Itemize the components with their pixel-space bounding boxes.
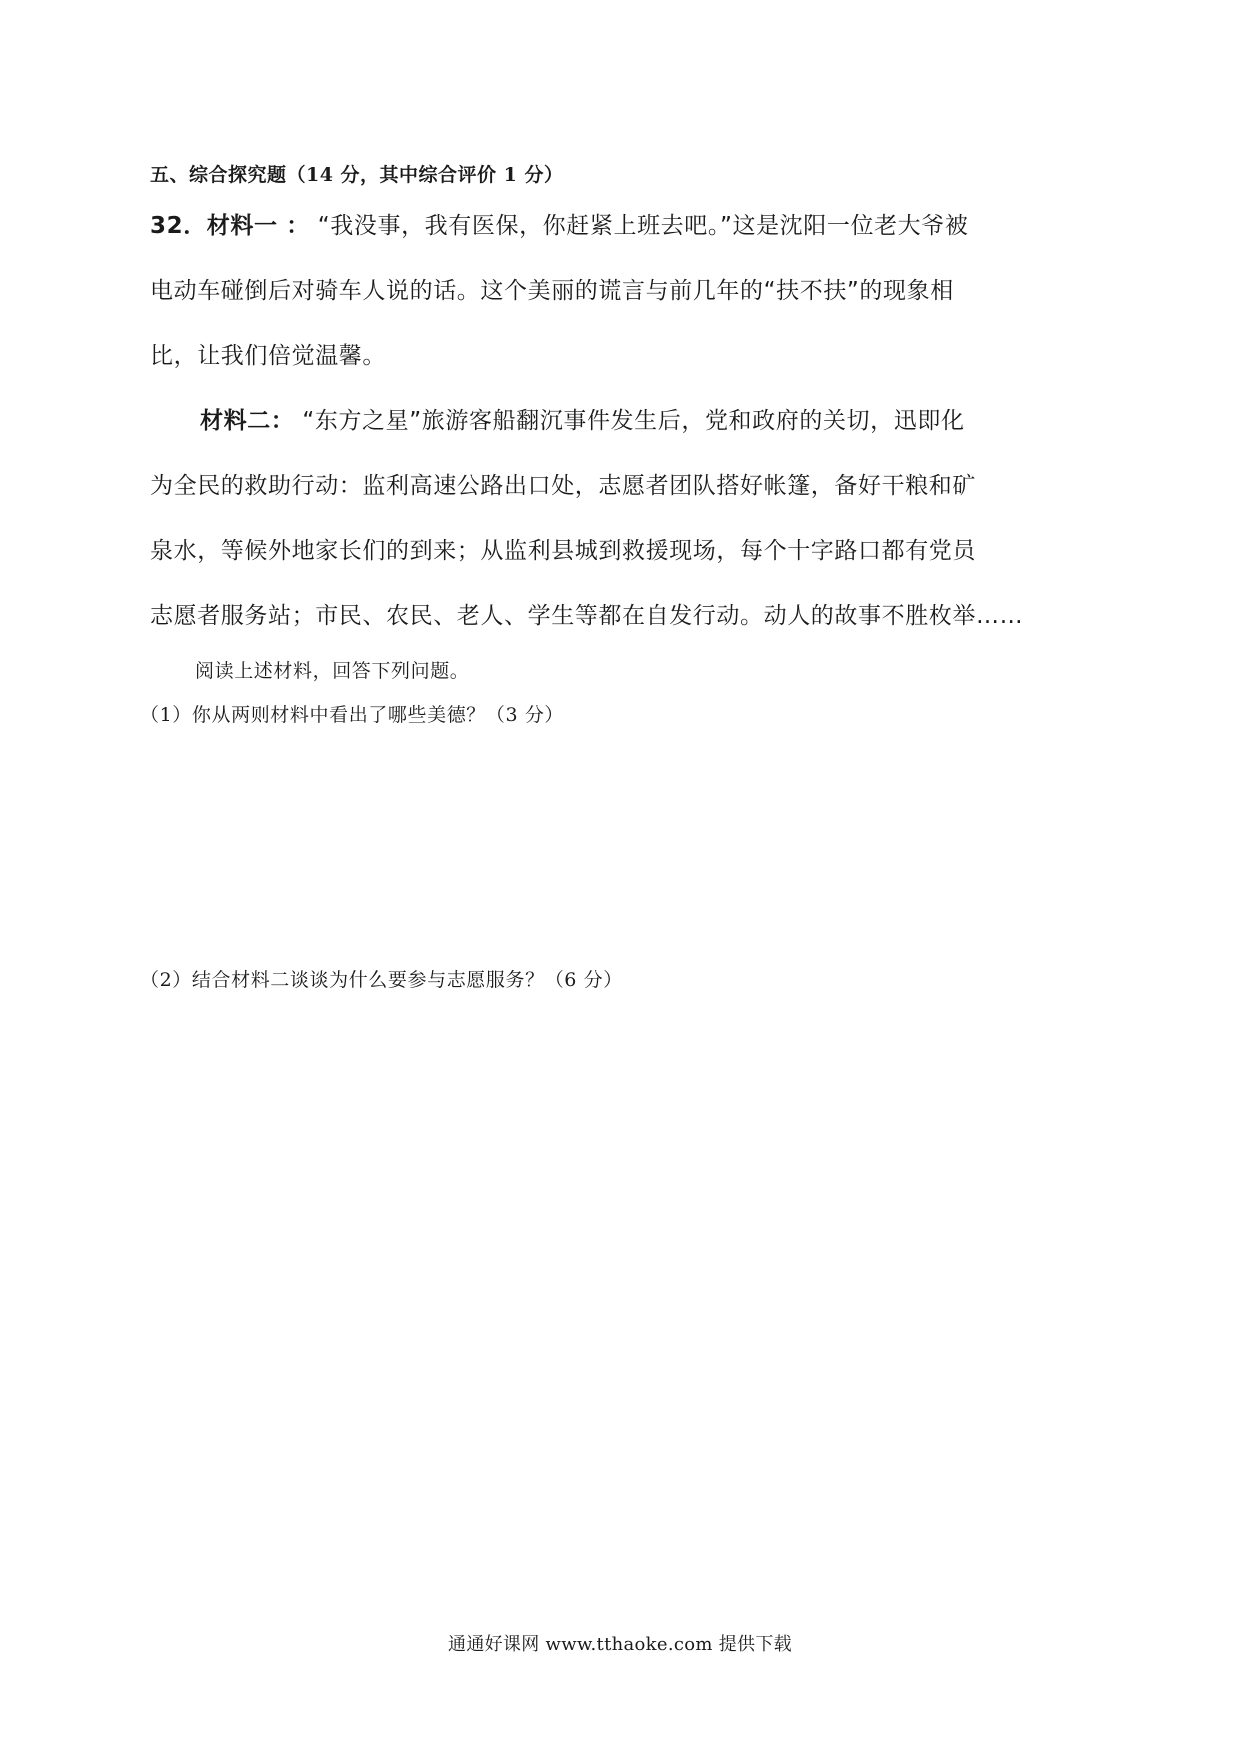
material2-label: 材料二： — [200, 408, 295, 434]
material1-line-3: 比，让我们倍觉温馨。 — [150, 343, 386, 369]
material2-line-1 — [200, 402, 965, 435]
material2-line-4: 志愿者服务站；市民、农民、老人、学生等都在自发行动。动人的故事不胜枚举…… — [150, 603, 1024, 629]
material1-text-1: “我没事，我有医保，你赶紧上班去吧。”这是沈阳一位老大爷被 — [317, 213, 969, 239]
material2-line-3: 泉水，等候外地家长们的到来；从监利县城到救援现场，每个十字路口都有党员 — [150, 538, 976, 564]
material1-line-1 — [150, 207, 968, 240]
sub-question-2: （2）结合材料二谈谈为什么要参与志愿服务？（6 分） — [140, 969, 623, 991]
material2-text-1: “东方之星”旅游客船翻沉事件发生后，党和政府的关切，迅即化 — [302, 408, 965, 434]
footer-text: 通通好课网 www.tthaoke.com 提供下载 — [448, 1634, 792, 1655]
instruction-text: 阅读上述材料，回答下列问题。 — [195, 660, 470, 682]
material2-line-2: 为全民的救助行动：监利高速公路出口处，志愿者团队搭好帐篷，备好干粮和矿 — [150, 473, 976, 499]
material1-line-2: 电动车碰倒后对骑车人说的话。这个美丽的谎言与前几年的“扶不扶”的现象相 — [150, 278, 954, 304]
section-title: 五、综合探究题（14 分，其中综合评价 1 分） — [150, 164, 564, 186]
question-number-label: 32．材料一 ： — [150, 213, 310, 239]
sub-question-1: （1）你从两则材料中看出了哪些美德？（3 分） — [140, 704, 565, 726]
